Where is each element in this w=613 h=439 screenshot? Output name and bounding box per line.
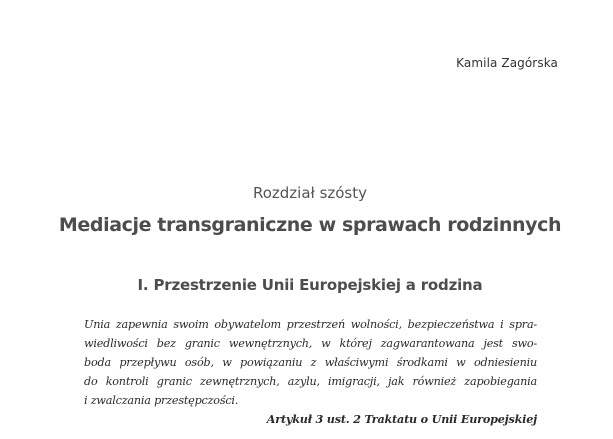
epigraph-line: boda przepływu osób, w powiązaniu z właściwymi środkami w odniesieniu (84, 356, 537, 369)
epigraph-line: do kontroli granic zewnętrznych, azylu, imigracji, jak również zapobiegania (84, 375, 537, 388)
epigraph-line: i zwalczania przestępczości. (84, 394, 239, 407)
chapter-label: Rozdział szósty (252, 184, 368, 202)
epigraph (84, 315, 537, 429)
epigraph-line: wiedliwości bez granic wewnętrznych, w której zagwarantowana jest swo- (84, 337, 537, 350)
epigraph-source: Artykuł 3 ust. 2 Traktatu o Unii Europejskiej (266, 412, 537, 426)
section-heading: I. Przestrzenie Unii Europejskiej a rodzina (137, 276, 483, 294)
author-name: Kamila Zagórska (456, 56, 558, 70)
chapter-title: Mediacje transgraniczne w sprawach rodzinnych (58, 214, 562, 236)
epigraph-line: Unia zapewnia swoim obywatelom przestrzeń wolności, bezpieczeństwa i spra- (84, 318, 537, 331)
epigraph-text (84, 315, 537, 410)
